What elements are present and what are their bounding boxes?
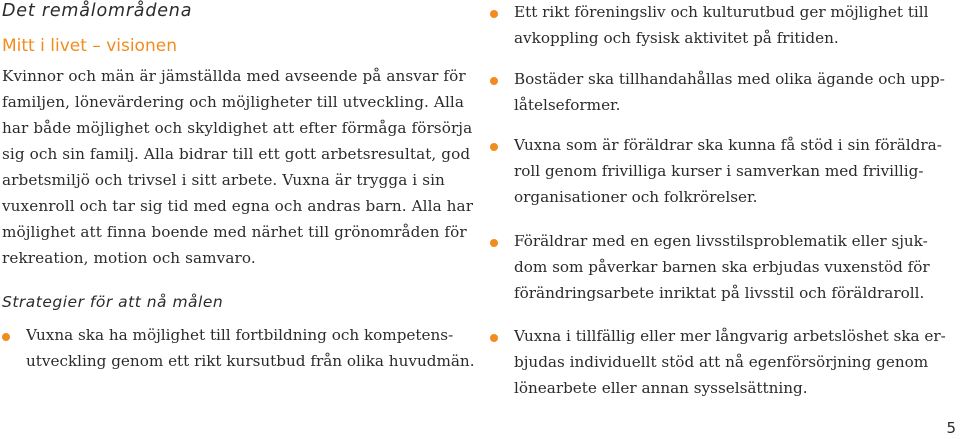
paragraph-line: arbetsmiljö och trivsel i sitt arbete. Vuxna är trygga i sin [2, 171, 445, 189]
paragraph-line: familjen, lönevärdering och möjligheter till utveckling. Alla [2, 93, 465, 111]
list-item-line: roll genom frivilliga kurser i samverkan med frivillig- [514, 162, 924, 180]
list-item-line: lönearbete eller annan sysselsättning. [514, 379, 808, 397]
list-item-line: dom som påverkar barnen ska erbjudas vuxenstöd för [514, 258, 930, 276]
bullet-icon [490, 10, 498, 18]
list-item-line: organisationer och folkrörelser. [514, 188, 758, 206]
paragraph-line: Kvinnor och män är jämställda med avseende på ansvar för [2, 67, 466, 85]
bullet-icon [490, 77, 498, 85]
paragraph-line: rekreation, motion och samvaro. [2, 249, 256, 267]
section-heading: Det remålområdena [2, 1, 193, 21]
bullet-icon [490, 334, 498, 342]
paragraph-line: vuxenroll och tar sig tid med egna och andras barn. Alla har [2, 197, 474, 215]
list-item-line: Vuxna som är föräldrar ska kunna få stöd i sin föräldra- [514, 136, 942, 154]
bullet-icon [490, 143, 498, 151]
list-item-line: låtelseformer. [514, 96, 621, 114]
list-item-line: bjudas individuellt stöd att nå egenförsörjning genom [514, 353, 929, 371]
paragraph-line: har både möjlighet och skyldighet att efter förmåga försörja [2, 119, 473, 137]
list-item-line: avkoppling och fysisk aktivitet på fritiden. [514, 29, 839, 47]
list-item-line: Ett rikt föreningsliv och kulturutbud ger möjlighet till [514, 3, 929, 21]
paragraph-line: möjlighet att finna boende med närhet till grönområden för [2, 223, 467, 241]
strategy-heading: Strategier för att nå målen [2, 293, 224, 311]
list-item-line: Föräldrar med en egen livsstilsproblematik eller sjuk- [514, 232, 928, 250]
list-item-line: Vuxna ska ha möjlighet till fortbildning och kompetens- [26, 326, 454, 344]
bullet-icon [2, 333, 10, 341]
page-number: 5 [946, 419, 956, 437]
list-item-line: Vuxna i tillfällig eller mer långvarig arbetslöshet ska er- [514, 327, 946, 345]
vision-title: Mitt i livet – visionen [2, 36, 177, 56]
paragraph-line: sig och sin familj. Alla bidrar till ett gott arbetsresultat, god [2, 145, 471, 163]
list-item-line: Bostäder ska tillhandahållas med olika ägande och upp- [514, 70, 945, 88]
bullet-icon [490, 239, 498, 247]
list-item-line: förändringsarbete inriktat på livsstil och föräldraroll. [514, 284, 925, 302]
list-item-line: utveckling genom ett rikt kursutbud från olika huvudmän. [26, 352, 475, 370]
